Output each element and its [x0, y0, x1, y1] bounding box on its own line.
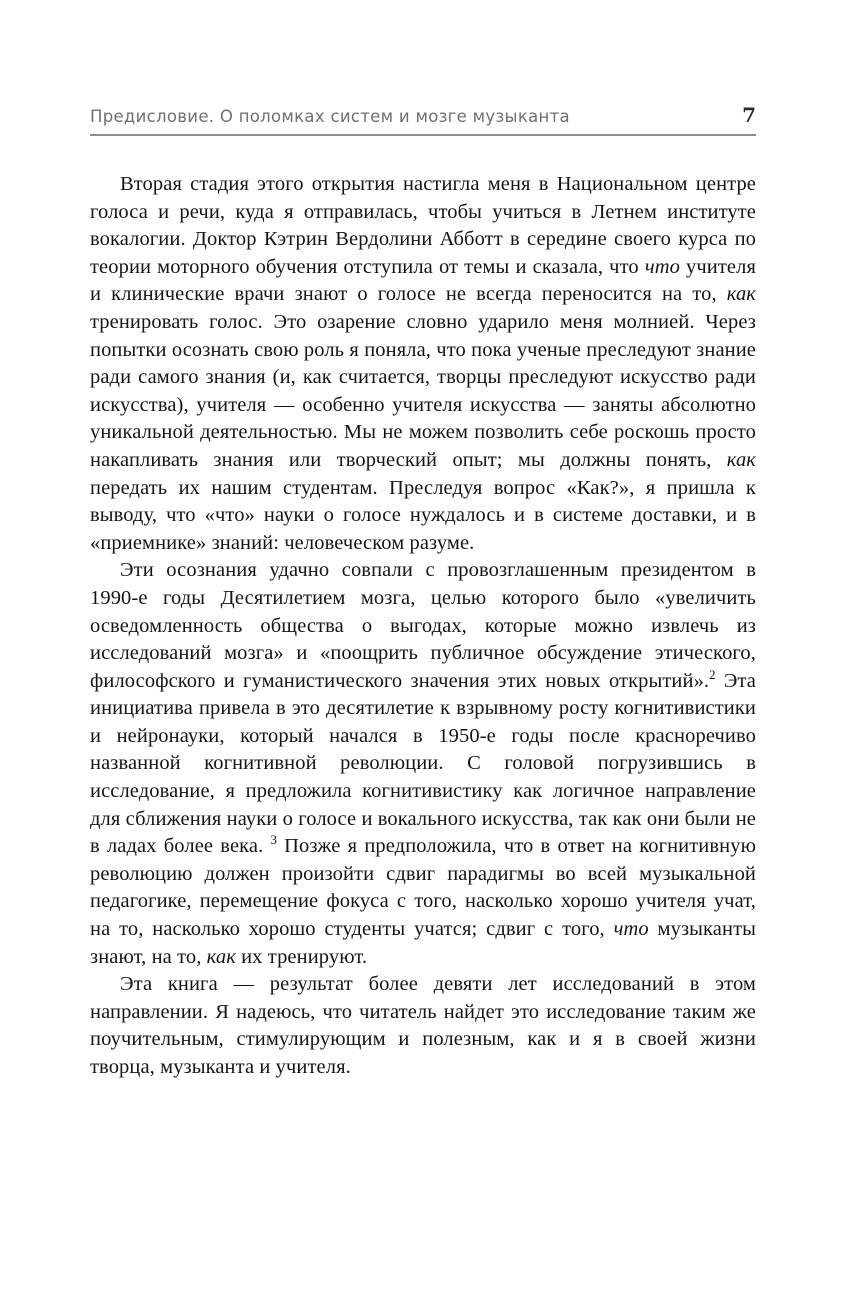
text-segment: Вторая стадия этого открытия настигла меня в Национальном центре голоса и речи, куда я отправилась, чтобы учиться в Летнем институте вокалогии. Доктор Кэтрин Вердолини Абботт в середине своего курса по теории моторного обучения отступила от темы и сказала, что	[90, 173, 756, 278]
paragraph	[90, 971, 756, 1081]
text-segment: Эта инициатива привела в это десятилетие к взрывному росту когнитивистики и нейронауки, который начался в 1950-е годы после красноречиво названной когнитивной революции. С головой погрузившись в исследование, я предложила когнитивистику как логичное направление для сближения науки о голосе и вокального искусства, так как они были не в ладах более века.	[90, 669, 756, 858]
page-header	[90, 103, 756, 136]
text-segment: передать их нашим студентам. Преследуя вопрос «Как?», я пришла к выводу, что «что» науки о голосе нуждалось и в системе доставки, и в «приемнике» знаний: человеческом разуме.	[90, 476, 756, 554]
running-head-title: Предисловие. О поломках систем и мозге музыканта	[90, 107, 570, 126]
paragraph	[90, 557, 756, 971]
text-segment: их тренируют.	[235, 945, 368, 968]
text-segment: тренировать голос. Это озарение словно ударило меня молнией. Через попытки осознать свою роль я поняла, что пока ученые преследуют знание ради самого знания (и, как считается, творцы преследуют искусство ради искусства), учителя — особенно учителя искусства — заняты абсолютно уникальной деятельностью. Мы не можем позволить себе роскошь просто накапливать знания или творческий опыт; мы должны понять,	[90, 310, 756, 471]
text-segment: как	[726, 283, 756, 306]
page-number: 7	[742, 103, 756, 127]
text-segment: что	[644, 255, 680, 278]
text-segment: как	[206, 945, 236, 968]
text-segment: как	[726, 448, 756, 471]
footnote-reference: 3	[270, 833, 277, 848]
body-text	[90, 171, 756, 1082]
text-segment: музыканты знают, на то,	[90, 918, 756, 968]
paragraph	[90, 171, 756, 557]
text-segment: Эта книга — результат более девяти лет исследований в этом направлении. Я надеюсь, что читатель найдет это исследование таким же поучительным, стимулирующим и полезным, как и я в своей жизни творца, музыканта и учителя.	[90, 973, 756, 1078]
text-segment: Позже я предположила, что в ответ на когнитивную революцию должен произойти сдвиг парадигмы во всей музыкальной педагогике, перемещение фокуса с того, насколько хорошо учителя учат, на то, насколько хорошо студенты учатся; сдвиг с того,	[90, 835, 756, 941]
text-segment: что	[613, 918, 649, 941]
text-segment: Эти осознания удачно совпали с провозглашенным президентом в 1990-е годы Десятилетием мозга, целью которого было «увеличить осведомленность общества о выгодах, которые можно извлечь из исследований мозга» и «поощрить публичное обсуждение этического, философского и гуманистического значения этих новых открытий».	[90, 559, 756, 692]
text-segment: учителя и клинические врачи знают о голосе не всегда переносится на то,	[90, 255, 756, 306]
footnote-reference: 2	[709, 667, 716, 682]
